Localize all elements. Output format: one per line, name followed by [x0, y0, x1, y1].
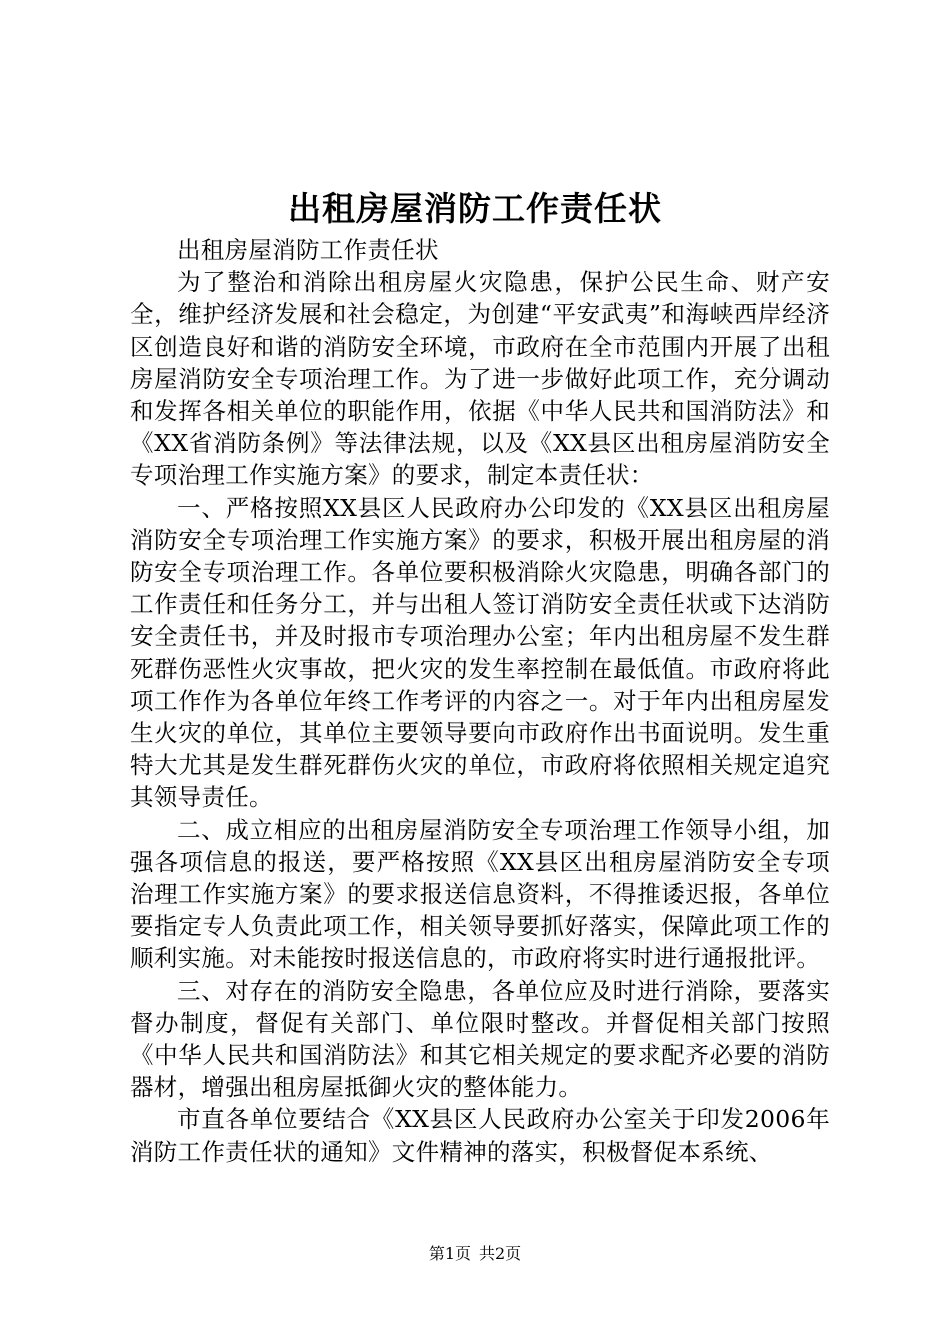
- paragraph-intro: 为了整治和消除出租房屋火灾隐患，保护公民生命、财产安全，维护经济发展和社会稳定，为创建“平安武夷”和海峡西岸经济区创造良好和谐的消防安全环境，市政府在全市范围内开展了出租房屋消防安全专项治理工作。为了进一步做好此项工作，充分调动和发挥各相关单位的职能作用，依据《中华人民共和国消防法》和《XX省消防条例》等法律法规，以及《XX县区出租房屋消防安全专项治理工作实施方案》的要求，制定本责任状：: [130, 268, 830, 490]
- page-footer: [0, 1243, 950, 1265]
- paragraph-item-1: 一、严格按照XX县区人民政府办公印发的《XX县区出租房屋消防安全专项治理工作实施方案》的要求，积极开展出租房屋的消防安全专项治理工作。各单位要积极消除火灾隐患，明确各部门的工作责任和任务分工，并与出租人签订消防安全责任状或下达消防安全责任书，并及时报市专项治理办公室；年内出租房屋不发生群死群伤恶性火灾事故，把火灾的发生率控制在最低值。市政府将此项工作作为各单位年终工作考评的内容之一。对于年内出租房屋发生火灾的单位，其单位主要领导要向市政府作出书面说明。发生重特大尤其是发生群死群伤火灾的单位，市政府将依照相关规定追究其领导责任。: [130, 493, 830, 812]
- document-body: [130, 234, 830, 1168]
- page-number: 第1页: [428, 1244, 471, 1263]
- document-title: 出租房屋消防工作责任状: [288, 189, 662, 228]
- paragraph-item-2: 二、成立相应的出租房屋消防安全专项治理工作领导小组，加强各项信息的报送，要严格按照《XX县区出租房屋消防安全专项治理工作实施方案》的要求报送信息资料，不得推诿迟报，各单位要指定专人负责此项工作，相关领导要抓好落实，保障此项工作的顺利实施。对未能按时报送信息的，市政府将实时进行通报批评。: [130, 815, 830, 973]
- paragraph-closing: 市直各单位要结合《XX县区人民政府办公室关于印发2006年消防工作责任状的通知》文件精神的落实，积极督促本系统、: [130, 1105, 830, 1166]
- paragraph-item-3: 三、对存在的消防安全隐患，各单位应及时进行消除，要落实督办制度，督促有关部门、单位限时整改。并督促相关部门按照《中华人民共和国消防法》和其它相关规定的要求配齐必要的消防器材，增强出租房屋抵御火灾的整体能力。: [130, 976, 830, 1102]
- page-total: 共2页: [479, 1244, 522, 1263]
- paragraph-subtitle: 出租房屋消防工作责任状: [177, 236, 439, 264]
